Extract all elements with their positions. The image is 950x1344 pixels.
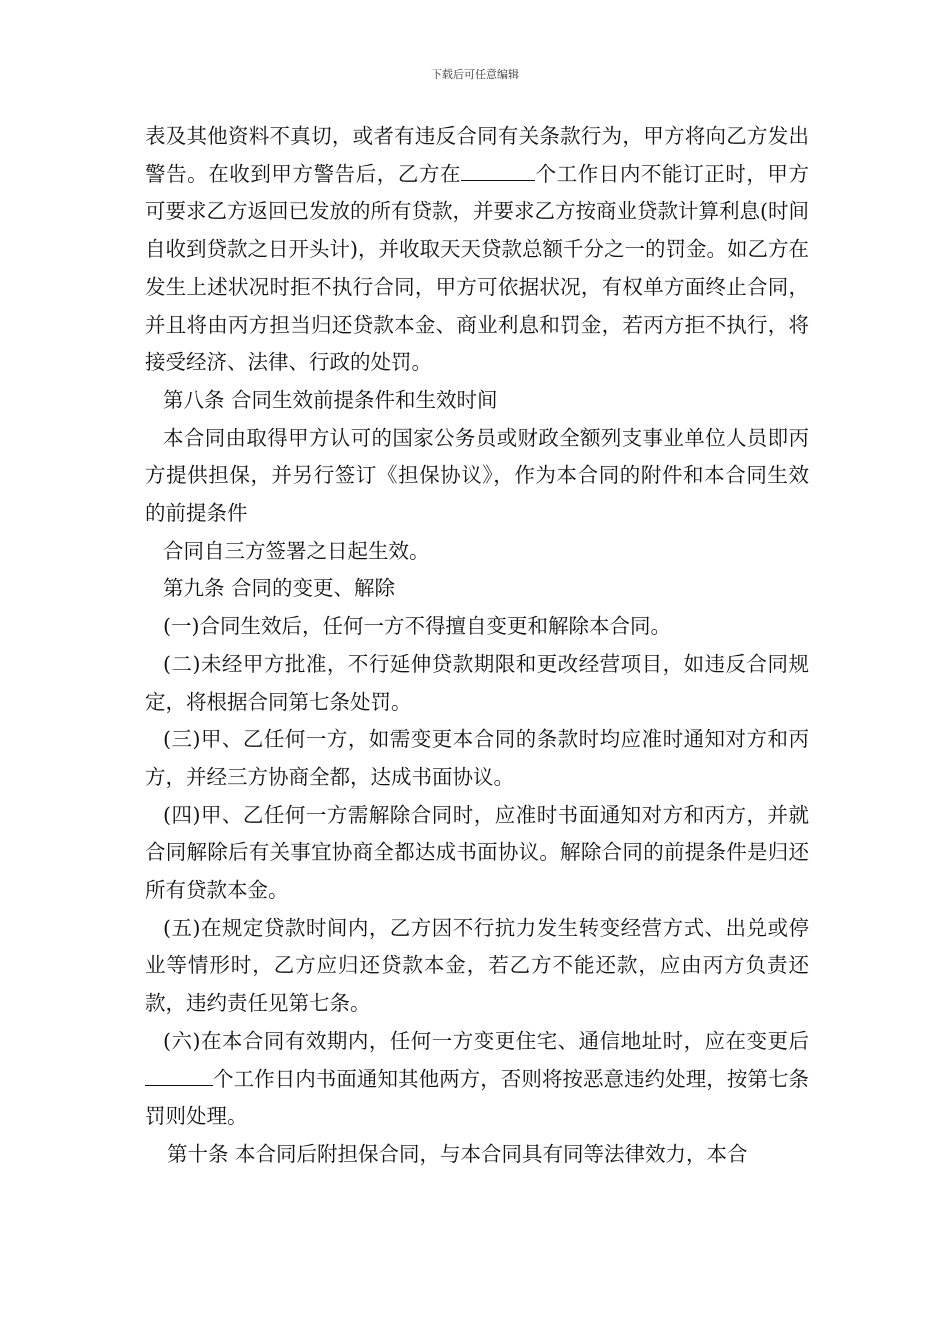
clause-item: (四)甲、乙任何一方需解除合同时，应准时书面通知对方和丙方，并就合同解除后有关事宜协商全都达成书面协议。解除合同的前提条件是归还所有贷款本金。 [145,802,809,903]
article-heading: 第十条 本合同后附担保合同，与本合同具有同等法律效力，本合 [167,1141,748,1166]
fill-in-blank [145,1063,213,1086]
clause-item: (一)合同生效后，任何一方不得擅自变更和解除本合同。 [163,614,671,639]
clause-item: (五)在规定贷款时间内，乙方因不行抗力发生转变经营方式、出兑或停业等情形时，乙方应归还贷款本金，若乙方不能还款，应由丙方负责还款，违约责任见第七条。 [145,915,809,1016]
article-heading: 第九条 合同的变更、解除 [163,576,396,601]
fill-in-blank [461,158,535,181]
paragraph-penalty-clause [145,118,809,382]
clause-item: (三)甲、乙任何一方，如需变更本合同的条款时均应准时通知对方和丙方，并经三方协商全都，达成书面协议。 [145,727,809,789]
clause-item: (二)未经甲方批准，不行延伸贷款期限和更改经营项目，如违反合同规定，将根据合同第七条处罚。 [145,651,809,714]
clause-item [145,1023,809,1136]
article-heading: 第八条 合同生效前提条件和生效时间 [163,387,498,412]
paragraph-effective-date: 合同自三方签署之日起生效。 [163,538,430,563]
paragraph-text: (六)在本合同有效期内，任何一方变更住宅、通信地址时，应在变更后 [163,1028,809,1053]
paragraph-text: 个工作日内书面通知其他两方，否则将按恶意违约处理，按第七条罚则处理。 [145,1066,809,1129]
document-body [145,118,809,1174]
paragraph-text: 表及其他资料不真切，或者有违反合同有关条款行为，甲方将向乙方发出警告。在收到甲方警告后，乙方在 [145,124,809,186]
page-header: 下载后可任意编辑 [431,68,519,81]
paragraph-text: 个工作日内不能订正时，甲方可要求乙方返回已发放的所有贷款，并要求乙方按商业贷款计算利息(时间自收到贷款之日开头计)，并收取天天贷款总额千分之一的罚金。如乙方在发生上述状况时拒不执行合同，甲方可依据状况，有权单方面终止合同，并且将由丙方担当归还贷款本金、商业利息和罚金，若丙方拒不执行，将接受经济、法律、行政的处罚。 [145,161,810,375]
paragraph-guarantee: 本合同由取得甲方认可的国家公务员或财政全额列支事业单位人员即丙方提供担保，并另行签订《担保协议》，作为本合同的附件和本合同生效的前提条件 [145,425,809,526]
